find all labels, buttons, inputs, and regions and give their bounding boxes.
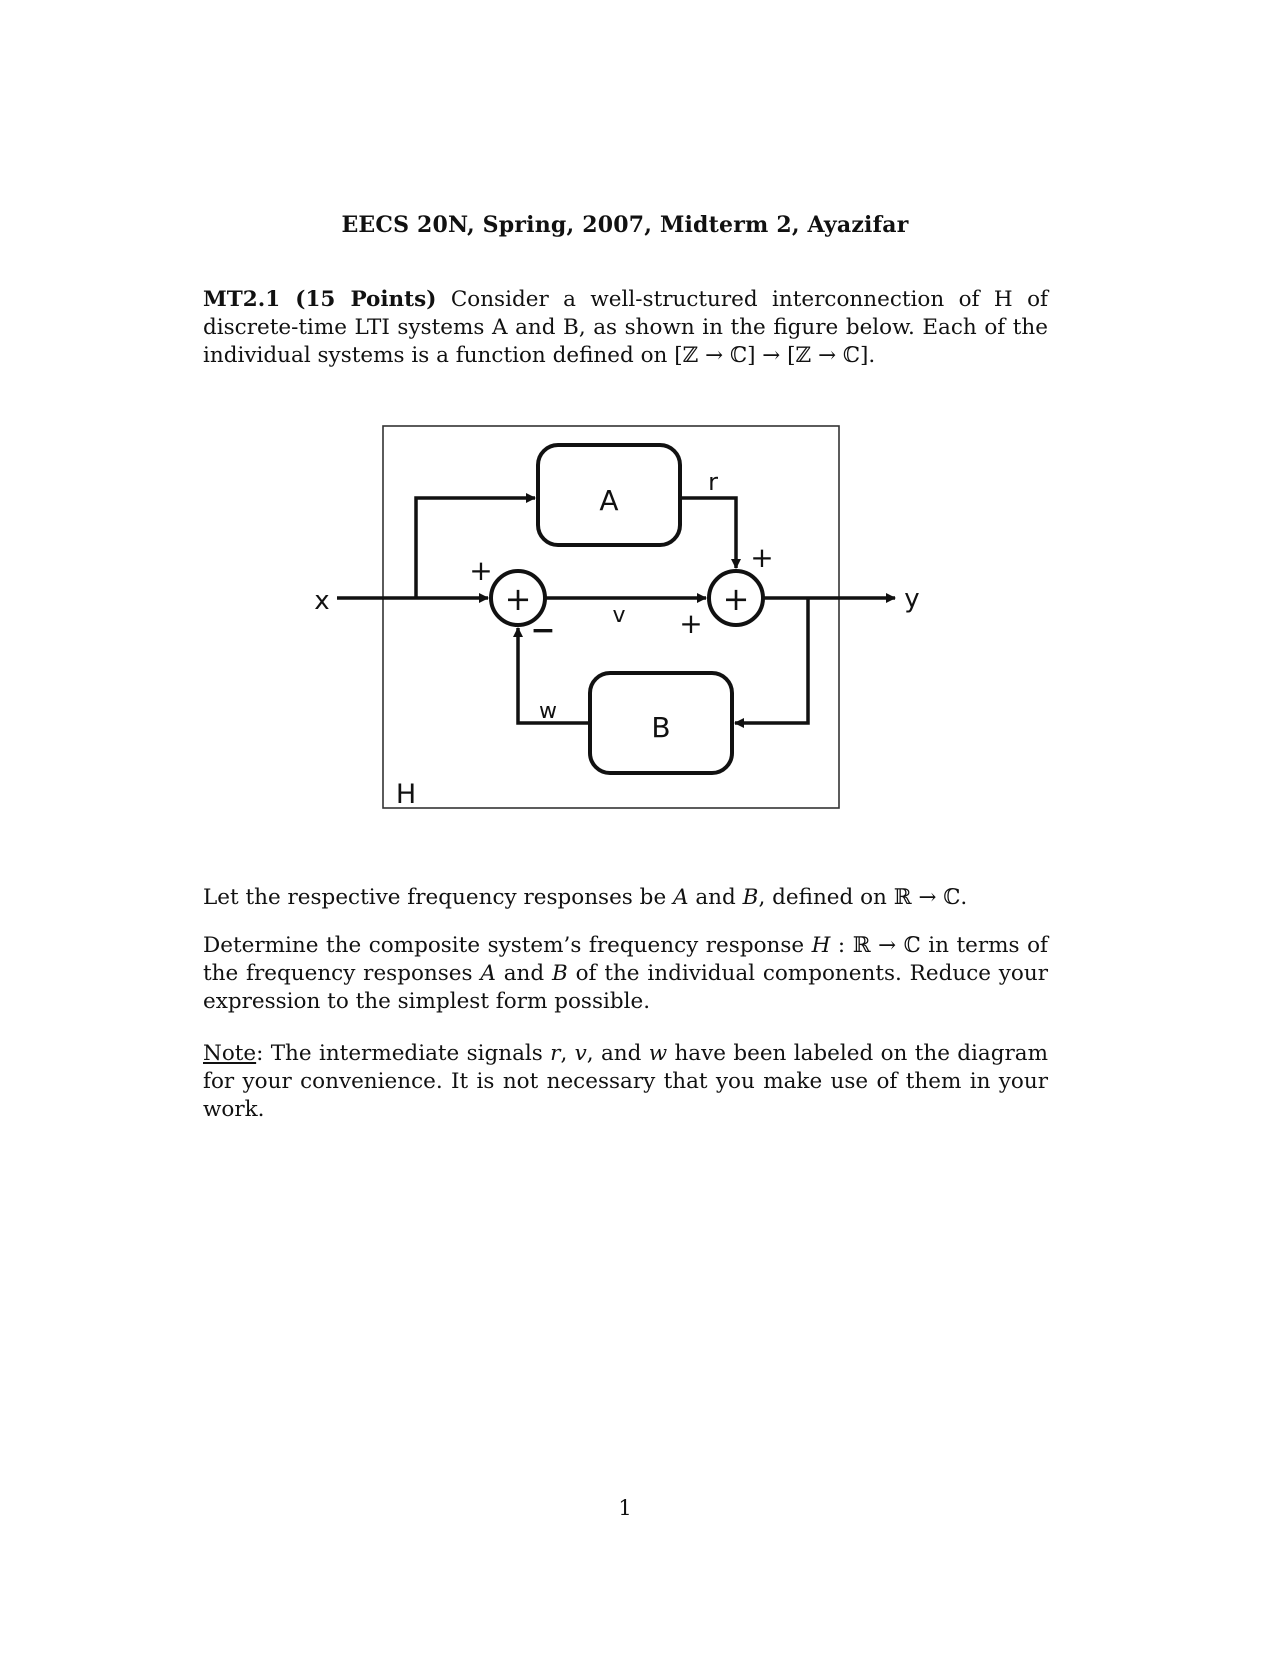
signal-label-v: v — [612, 603, 626, 628]
paragraph-task — [203, 932, 1048, 1016]
text: , and — [586, 1041, 649, 1066]
text: Let the respective frequency responses be — [203, 885, 673, 910]
summing-junction-2-symbol: + — [722, 580, 750, 618]
problem-intro: Consider a well-structured interconnection of H of discrete-time LTI systems A and B, as shown in the figure below. Each of the individual systems is a function defined on [ℤ → ℂ] → [ℤ → ℂ]. — [203, 287, 1048, 368]
math-b: B — [742, 885, 759, 910]
sign-plus-r: + — [750, 541, 774, 574]
block-b-label: B — [651, 711, 671, 744]
page-title: EECS 20N, Spring, 2007, Midterm 2, Ayazifar — [341, 212, 909, 238]
math-a: A — [673, 885, 689, 910]
text: Determine the composite system’s frequency response — [203, 933, 812, 958]
wire-r — [680, 498, 736, 568]
paragraph-frequency-responses — [203, 884, 1048, 912]
text: : The intermediate signals — [256, 1041, 551, 1066]
text: of the individual components. Reduce your expression to the simplest form possible. — [203, 961, 1048, 1014]
paragraph-note — [203, 1040, 1048, 1124]
math-b: B — [551, 961, 568, 986]
sign-plus-v: + — [679, 607, 703, 640]
problem-label: MT2.1 (15 Points) — [203, 287, 437, 312]
system-label-h: H — [395, 779, 417, 810]
page-number: 1 — [618, 1496, 632, 1520]
text: and — [688, 885, 743, 910]
text: have been labeled on the diagram for your convenience. It is not necessary that you make use of them in your work. — [203, 1041, 1048, 1122]
sign-plus-input: + — [469, 554, 493, 587]
text: , defined on ℝ → ℂ. — [758, 885, 968, 910]
signal-label-r: r — [708, 468, 718, 496]
output-label-y: y — [904, 584, 920, 614]
summing-junction-1-symbol: + — [504, 580, 532, 618]
math-v: v — [574, 1041, 587, 1066]
text: and — [495, 961, 552, 986]
block-diagram — [300, 418, 920, 818]
sign-minus-feedback: − — [530, 613, 556, 648]
block-a-label: A — [599, 484, 619, 517]
math-a: A — [480, 961, 496, 986]
input-label-x: x — [314, 586, 330, 616]
math-h: H — [811, 933, 831, 958]
math-w: w — [648, 1041, 668, 1066]
signal-label-w: w — [539, 699, 557, 724]
problem-statement — [203, 286, 1048, 370]
math-r: r — [550, 1041, 561, 1066]
note-label: Note — [203, 1041, 257, 1066]
text: : ℝ → ℂ in terms of the frequency responses — [203, 933, 1048, 986]
text: , — [560, 1041, 575, 1066]
